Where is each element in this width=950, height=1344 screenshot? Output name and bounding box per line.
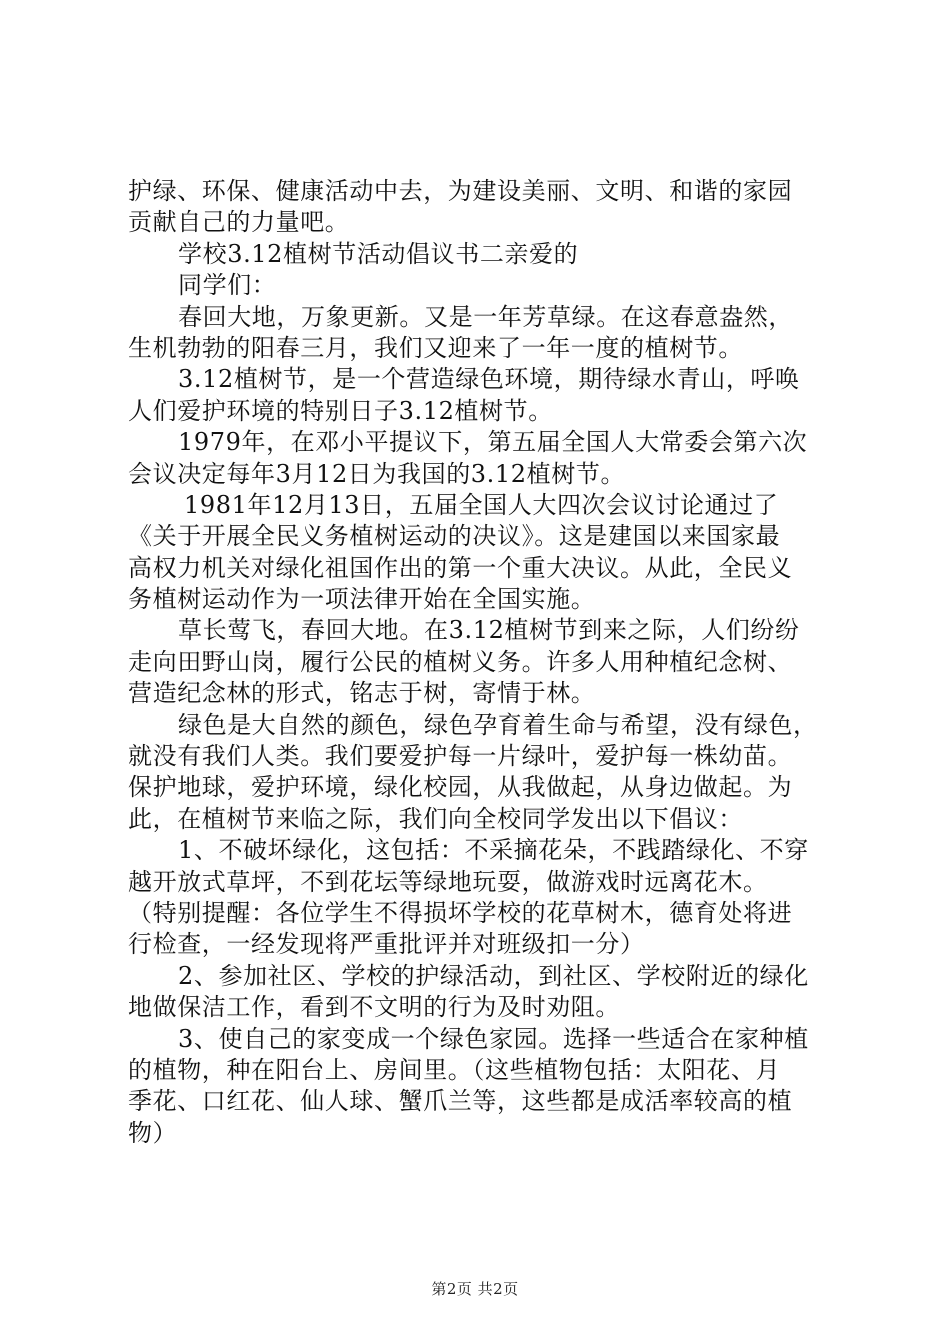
text-line: 3.12植树节，是一个营造绿色环境，期待绿水青山，呼唤 — [178, 365, 800, 394]
text-line: 越开放式草坪，不到花坛等绿地玩耍，做游戏时远离花木。 — [128, 867, 768, 896]
text-line: 保护地球，爱护环境，绿化校园，从我做起，从身边做起。为 — [128, 773, 793, 802]
text-line: 地做保洁工作，看到不文明的行为及时劝阻。 — [128, 993, 620, 1022]
text-line: 物） — [128, 1118, 178, 1147]
text-line: 务植树运动作为一项法律开始在全国实施。 — [128, 585, 596, 614]
text-line: 草长莺飞，春回大地。在3.12植树节到来之际，人们纷纷 — [178, 616, 800, 645]
text-line: 的植物，种在阳台上、房间里。（这些植物包括：太阳花、月 — [128, 1055, 781, 1084]
text-line: 营造纪念林的形式，铭志于树，寄情于林。 — [128, 679, 596, 708]
text-line: 行检查，一经发现将严重批评并对班级扣一分） — [128, 930, 645, 959]
text-line: 1、不破坏绿化，这包括：不采摘花朵，不践踏绿化、不穿 — [178, 836, 809, 865]
text-line: 此，在植树节来临之际，我们向全校同学发出以下倡议： — [128, 804, 743, 833]
text-line: 护绿、环保、健康活动中去，为建设美丽、文明、和谐的家园 — [128, 177, 793, 205]
text-line: 生机勃勃的阳春三月，我们又迎来了一年一度的植树节。 — [128, 333, 743, 362]
text-line: 高权力机关对绿化祖国作出的第一个重大决议。从此，全民义 — [128, 553, 793, 582]
text-line: （特别提醒：各位学生不得损坏学校的花草树木，德育处将进 — [128, 898, 793, 927]
page-footer — [0, 1278, 950, 1299]
text-line: 3、使自己的家变成一个绿色家园。选择一些适合在家种植 — [178, 1024, 809, 1053]
text-line: 同学们： — [178, 271, 277, 300]
text-line: 1981年12月13日，五届全国人大四次会议讨论通过了 — [184, 490, 779, 519]
text-line: 春回大地，万象更新。又是一年芳草绿。在这春意盎然， — [178, 302, 793, 331]
text-line: 季花、口红花、仙人球、蟹爪兰等，这些都是成活率较高的植 — [128, 1087, 793, 1116]
text-line: 会议决定每年3月12日为我国的3.12植树节。 — [128, 459, 626, 488]
text-line: 就没有我们人类。我们要爱护每一片绿叶，爱护每一株幼苗。 — [128, 742, 793, 771]
text-line: 学校3.12植树节活动倡议书二亲爱的 — [178, 239, 579, 268]
text-line: 2、参加社区、学校的护绿活动，到社区、学校附近的绿化 — [178, 961, 809, 990]
text-line: 人们爱护环境的特别日子3.12植树节。 — [128, 396, 553, 425]
text-line: 贡献自己的力量吧。 — [128, 208, 350, 237]
text-line: 1979年，在邓小平提议下，第五届全国人大常委会第六次 — [178, 428, 808, 457]
text-line: 绿色是大自然的颜色，绿色孕育着生命与希望，没有绿色， — [178, 710, 818, 739]
text-line: 走向田野山岗，履行公民的植树义务。许多人用种植纪念树、 — [128, 647, 793, 676]
page-number-label: 第2页 共2页 — [431, 1280, 519, 1298]
document-body — [128, 176, 828, 1149]
text-line: 《关于开展全民义务植树运动的决议》。这是建国以来国家最 — [128, 522, 781, 551]
